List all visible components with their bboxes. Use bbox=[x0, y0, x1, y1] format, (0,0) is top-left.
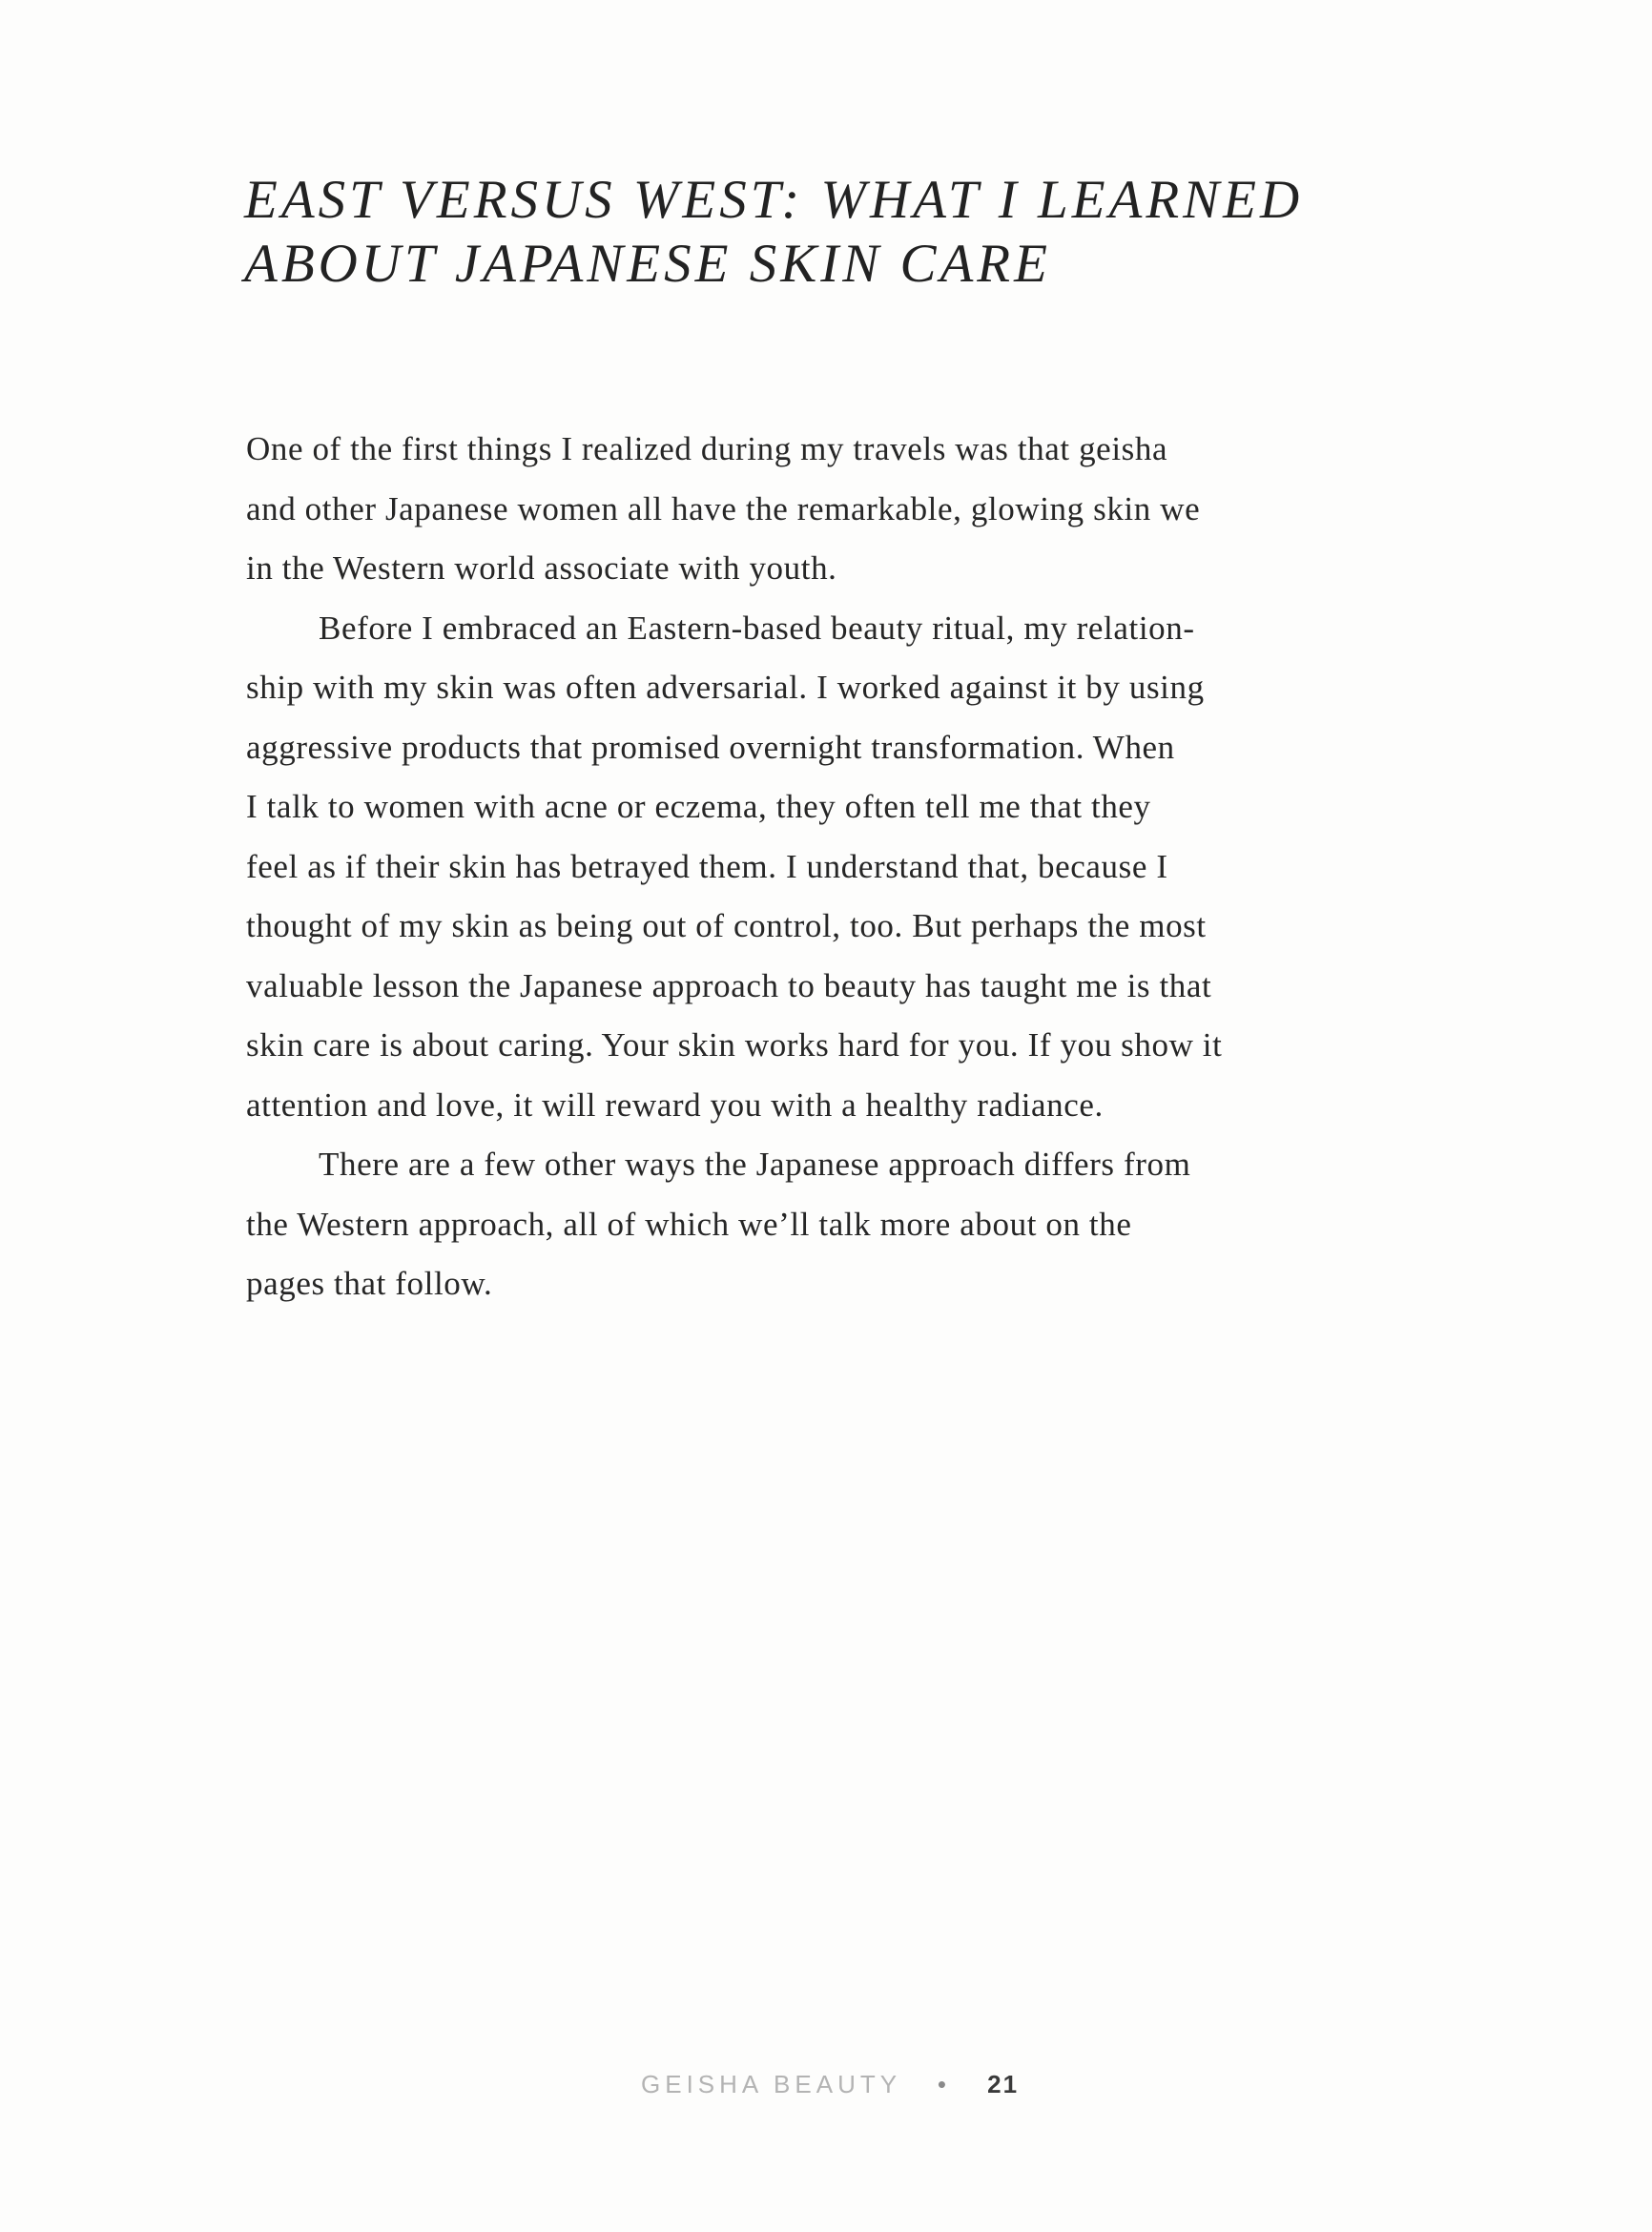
paragraph bbox=[246, 599, 1429, 1136]
text-line: skin care is about caring. Your skin works hard for you. If you show it bbox=[246, 1026, 1223, 1064]
text-line: the Western approach, all of which we’ll talk more about on the bbox=[246, 1205, 1132, 1243]
footer-separator: • bbox=[937, 2070, 951, 2098]
text-line: There are a few other ways the Japanese approach differs from bbox=[319, 1146, 1191, 1183]
text-line: ship with my skin was often adversarial. I worked against it by using bbox=[246, 669, 1205, 706]
heading-line: EAST VERSUS WEST: WHAT I LEARNED bbox=[244, 170, 1304, 230]
text-line: in the Western world associate with youth. bbox=[246, 549, 837, 587]
text-line: feel as if their skin has betrayed them. I understand that, because I bbox=[246, 847, 1168, 885]
text-line: attention and love, it will reward you with a healthy radiance. bbox=[246, 1085, 1104, 1124]
text-line: valuable lesson the Japanese approach to beauty has taught me is that bbox=[246, 966, 1212, 1004]
chapter-heading bbox=[244, 168, 1484, 296]
paragraph bbox=[246, 1135, 1429, 1314]
text-line: Before I embraced an Eastern-based beauty ritual, my relation- bbox=[319, 609, 1195, 647]
text-line: One of the first things I realized during my travels was that geisha bbox=[246, 430, 1168, 467]
text-line: pages that follow. bbox=[246, 1265, 493, 1302]
page-number: 21 bbox=[987, 2070, 1020, 2098]
paragraph bbox=[246, 420, 1429, 599]
text-line: and other Japanese women all have the remarkable, glowing skin we bbox=[246, 489, 1201, 527]
heading-line: ABOUT JAPANESE SKIN CARE bbox=[244, 234, 1051, 294]
body-text bbox=[246, 420, 1429, 1314]
text-line: aggressive products that promised overnight transformation. When bbox=[246, 728, 1175, 766]
text-line: I talk to women with acne or eczema, they often tell me that they bbox=[246, 788, 1151, 825]
running-title: GEISHA BEAUTY bbox=[641, 2070, 901, 2098]
page-footer bbox=[641, 2070, 1019, 2099]
text-line: thought of my skin as being out of control, too. But perhaps the most bbox=[246, 907, 1207, 944]
